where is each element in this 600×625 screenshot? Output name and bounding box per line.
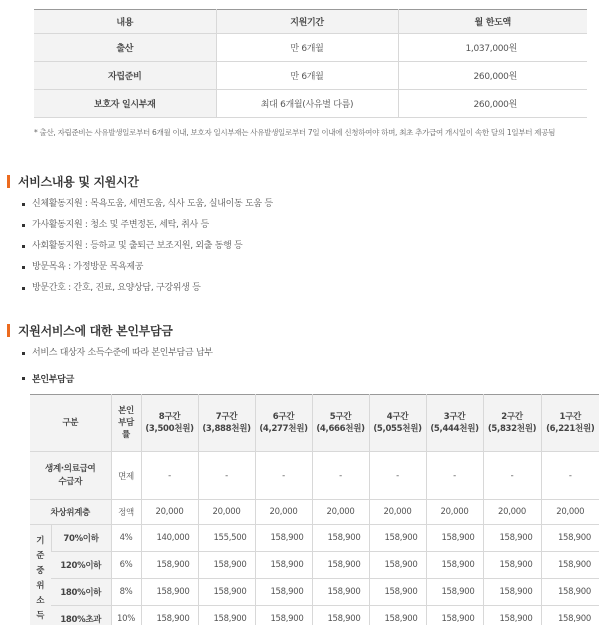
- table-cell: 158,900: [312, 606, 369, 625]
- support-limit-table: [34, 9, 587, 118]
- table-row: [30, 500, 599, 525]
- table-cell: 158,900: [312, 579, 369, 606]
- support-table-header: [34, 10, 587, 34]
- row-item: 자립준비: [34, 62, 216, 90]
- list-item-text: 신체활동지원 : 목욕도움, 세면도움, 식사 도움, 실내이동 도움 등: [32, 199, 273, 209]
- header-rate-line: 률: [122, 430, 130, 440]
- bracket-amount: (4,666천원): [316, 424, 365, 434]
- table-cell: 20,000: [541, 500, 599, 525]
- header-category: 구분: [30, 395, 111, 452]
- table-cell: 158,900: [541, 552, 599, 579]
- table-cell: 158,900: [369, 525, 426, 552]
- table-row: [34, 34, 587, 62]
- list-item: [22, 194, 273, 215]
- header-bracket: [141, 395, 198, 452]
- bracket-name: 4구간: [386, 412, 409, 422]
- income-group-char: 소: [36, 595, 45, 606]
- table-cell: 158,900: [312, 552, 369, 579]
- table-cell: 20,000: [198, 500, 255, 525]
- table-cell: 158,900: [541, 579, 599, 606]
- income-group-char: 중: [36, 565, 45, 576]
- bullet-icon: [22, 352, 25, 355]
- table-cell: 20,000: [483, 500, 541, 525]
- row-limit: 260,000원: [398, 90, 587, 118]
- bracket-amount: (3,500천원): [145, 424, 194, 434]
- row-rate: 면제: [111, 452, 141, 500]
- bullet-icon: [22, 203, 25, 206]
- table-cell: 158,900: [541, 606, 599, 625]
- table-cell: 158,900: [255, 606, 312, 625]
- list-item: [22, 215, 273, 236]
- table-cell: 158,900: [312, 525, 369, 552]
- copay-subtitle-text: 본인부담금: [32, 375, 74, 385]
- table-cell: 158,900: [198, 606, 255, 625]
- header-bracket: [541, 395, 599, 452]
- table-cell: 158,900: [369, 552, 426, 579]
- section-title-services: [7, 173, 139, 190]
- table-cell: 158,900: [483, 552, 541, 579]
- row-limit: 1,037,000원: [398, 34, 587, 62]
- bracket-amount: (6,221천원): [546, 424, 595, 434]
- header-bracket: [198, 395, 255, 452]
- table-row: [30, 452, 599, 500]
- header-period: 지원기간: [216, 10, 398, 34]
- copay-list: [22, 343, 213, 364]
- table-row: [30, 579, 599, 606]
- row-label-line: 수급자: [58, 476, 83, 487]
- table-cell: 20,000: [255, 500, 312, 525]
- row-item: 보호자 일시부재: [34, 90, 216, 118]
- row-label: [30, 452, 111, 500]
- list-item-text: 방문목욕 : 가정방문 목욕제공: [32, 262, 144, 272]
- header-item: 내용: [34, 10, 216, 34]
- row-label-line: 생계·의료급여: [45, 463, 96, 474]
- row-label: 180%이하: [51, 579, 111, 606]
- header-bracket: [426, 395, 483, 452]
- list-item: [22, 278, 273, 299]
- services-list: [22, 194, 273, 299]
- table-cell: -: [541, 452, 599, 500]
- row-rate: 10%: [111, 606, 141, 625]
- table-cell: 158,900: [255, 579, 312, 606]
- table-cell: 158,900: [255, 525, 312, 552]
- table-cell: 158,900: [541, 525, 599, 552]
- list-item-text: 방문간호 : 간호, 진료, 요양상담, 구강위생 등: [32, 283, 201, 293]
- table-cell: 158,900: [369, 579, 426, 606]
- income-group-char: 준: [36, 550, 45, 561]
- list-item-text: 사회활동지원 : 등하교 및 출퇴근 보조지원, 외출 동행 등: [32, 241, 243, 251]
- table-cell: 20,000: [369, 500, 426, 525]
- row-limit: 260,000원: [398, 62, 587, 90]
- table-cell: -: [369, 452, 426, 500]
- table-cell: 158,900: [141, 606, 198, 625]
- table-cell: 158,900: [426, 525, 483, 552]
- table-cell: 158,900: [198, 552, 255, 579]
- table-cell: -: [426, 452, 483, 500]
- copay-table-header: [30, 395, 599, 452]
- table-cell: 20,000: [141, 500, 198, 525]
- section-title-copay: [7, 322, 173, 339]
- table-cell: 158,900: [483, 606, 541, 625]
- header-bracket: [312, 395, 369, 452]
- table-cell: 158,900: [426, 579, 483, 606]
- copay-subtitle: [22, 372, 74, 385]
- bracket-name: 5구간: [329, 412, 352, 422]
- row-rate: 8%: [111, 579, 141, 606]
- table-row: [30, 525, 599, 552]
- table-cell: 158,900: [369, 606, 426, 625]
- bracket-amount: (3,888천원): [202, 424, 251, 434]
- bracket-amount: (5,832천원): [487, 424, 537, 434]
- table-cell: 20,000: [426, 500, 483, 525]
- bracket-name: 7구간: [215, 412, 238, 422]
- bullet-icon: [22, 266, 25, 269]
- footnote: * 출산, 자립준비는 사유발생일로부터 6개월 이내, 보호자 일시부재는 사유발생일로부터 7일 이내에 신청하여야 하며, 최초 추가급여 개시일이 속한 달의 1일부터 제공됨: [34, 128, 556, 137]
- table-cell: 140,000: [141, 525, 198, 552]
- section-marker: [7, 324, 10, 337]
- bracket-amount: (4,277천원): [259, 424, 308, 434]
- section-marker: [7, 175, 10, 188]
- list-item: [22, 257, 273, 278]
- table-cell: 158,900: [198, 579, 255, 606]
- table-cell: 158,900: [141, 579, 198, 606]
- table-cell: 158,900: [141, 552, 198, 579]
- list-item: [22, 236, 273, 257]
- header-bracket: [255, 395, 312, 452]
- copay-table: [30, 394, 599, 625]
- table-cell: 158,900: [255, 552, 312, 579]
- table-cell: -: [312, 452, 369, 500]
- bracket-name: 2구간: [501, 412, 523, 422]
- table-row: [34, 62, 587, 90]
- table-cell: 158,900: [426, 606, 483, 625]
- table-row: [30, 606, 599, 625]
- table-cell: 155,500: [198, 525, 255, 552]
- bullet-icon: [22, 377, 25, 380]
- row-rate: 6%: [111, 552, 141, 579]
- table-cell: 158,900: [426, 552, 483, 579]
- bullet-icon: [22, 287, 25, 290]
- table-cell: -: [198, 452, 255, 500]
- table-cell: 158,900: [483, 525, 541, 552]
- bracket-amount: (5,055천원): [373, 424, 422, 434]
- table-cell: 158,900: [483, 579, 541, 606]
- header-rate: [111, 395, 141, 452]
- income-group-char: 기: [36, 535, 45, 546]
- list-item-text: 서비스 대상자 소득수준에 따라 본인부담금 납부: [32, 348, 213, 358]
- row-period: 만 6개월: [216, 34, 398, 62]
- header-limit: 월 한도액: [398, 10, 587, 34]
- list-item: [22, 343, 213, 364]
- section-title-text: 서비스내용 및 지원시간: [18, 175, 139, 189]
- bracket-name: 8구간: [158, 412, 181, 422]
- row-label: 180%초과: [51, 606, 111, 625]
- row-rate: 정액: [111, 500, 141, 525]
- income-group-char: 득: [36, 610, 45, 621]
- table-cell: -: [141, 452, 198, 500]
- section-title-text: 지원서비스에 대한 본인부담금: [18, 324, 173, 338]
- income-group-label: [30, 525, 51, 625]
- header-rate-line: 부담: [118, 418, 134, 428]
- row-label: 70%이하: [51, 525, 111, 552]
- list-item-text: 가사활동지원 : 청소 및 주변정돈, 세탁, 취사 등: [32, 220, 209, 230]
- bracket-name: 6구간: [272, 412, 295, 422]
- bracket-name: 3구간: [443, 412, 466, 422]
- table-row: [34, 90, 587, 118]
- row-label: 120%이하: [51, 552, 111, 579]
- row-label: 차상위계층: [30, 500, 111, 525]
- row-period: 최대 6개월(사유별 다름): [216, 90, 398, 118]
- table-row: [30, 552, 599, 579]
- row-item: 출산: [34, 34, 216, 62]
- table-cell: 20,000: [312, 500, 369, 525]
- income-group-char: 위: [36, 580, 45, 591]
- bracket-amount: (5,444천원): [430, 424, 479, 434]
- row-rate: 4%: [111, 525, 141, 552]
- bracket-name: 1구간: [559, 412, 581, 422]
- header-rate-line: 본인: [118, 406, 134, 416]
- row-period: 만 6개월: [216, 62, 398, 90]
- table-cell: -: [483, 452, 541, 500]
- header-bracket: [369, 395, 426, 452]
- header-bracket: [483, 395, 541, 452]
- bullet-icon: [22, 224, 25, 227]
- table-cell: -: [255, 452, 312, 500]
- bullet-icon: [22, 245, 25, 248]
